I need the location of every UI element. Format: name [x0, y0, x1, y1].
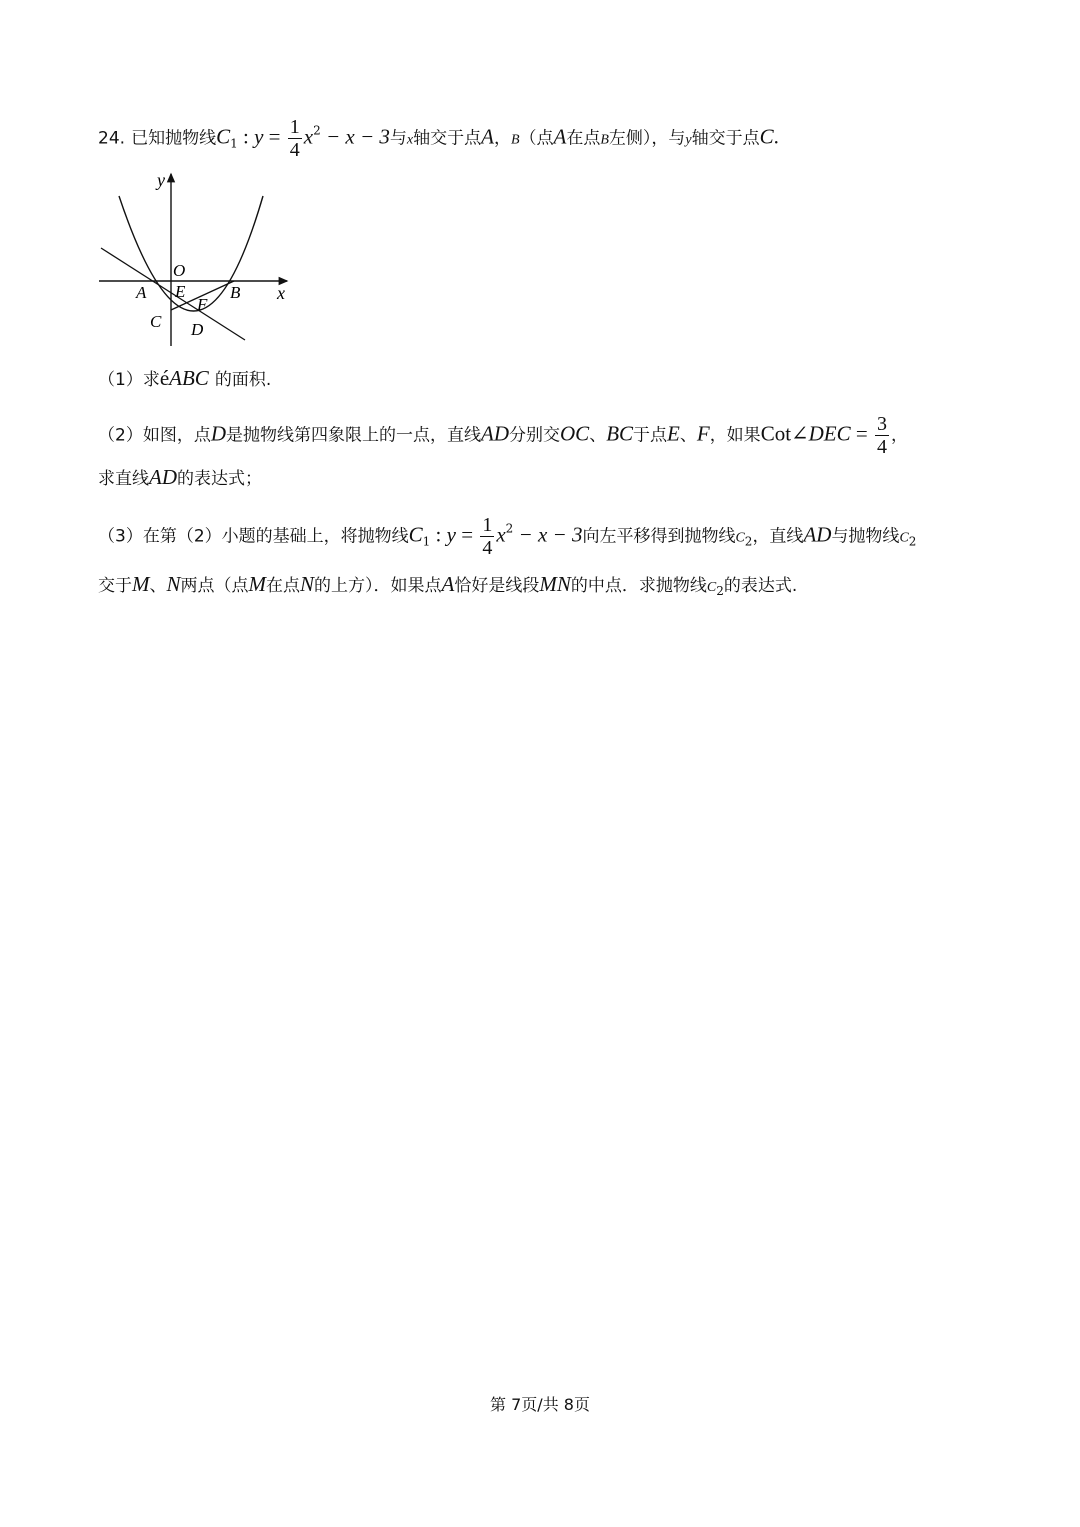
- fraction-numerator: 1: [289, 116, 300, 138]
- text: （点: [519, 128, 554, 149]
- text: 、: [679, 425, 697, 446]
- problem-number: 24.: [98, 128, 126, 149]
- point-b: B: [600, 132, 609, 148]
- math-bc: BC: [606, 421, 634, 446]
- label-e: E: [175, 282, 186, 301]
- math-equals: =: [455, 522, 479, 547]
- subscript: 1: [422, 534, 431, 549]
- text: 在点: [566, 128, 601, 149]
- math-ad: AD: [149, 465, 177, 489]
- text: （1）求: [98, 370, 160, 390]
- part-2-line-1: [98, 413, 908, 458]
- math-mn: MN: [539, 572, 571, 596]
- text: 左侧），与: [608, 128, 686, 149]
- label-y: y: [157, 170, 165, 190]
- math-x: x: [303, 124, 314, 149]
- text: ，: [890, 425, 908, 446]
- math-c1: C: [408, 522, 423, 547]
- point-m: M: [132, 572, 150, 596]
- exponent: 2: [505, 521, 514, 536]
- math-dec: DEC: [808, 421, 851, 446]
- text: 的中点．求抛物线: [570, 576, 707, 596]
- label-b: B: [230, 283, 241, 302]
- point-n: N: [300, 572, 315, 596]
- part-3-line-2: [98, 570, 797, 605]
- text: 的表达式.: [723, 576, 798, 596]
- text: 向左平移得到抛物线: [582, 526, 736, 547]
- label-x: x: [277, 283, 285, 303]
- point-f: F: [696, 421, 710, 446]
- text: 交于: [98, 576, 132, 596]
- text: 的表达式；: [177, 469, 262, 489]
- text: 于点: [633, 425, 668, 446]
- label-c: C: [150, 312, 162, 331]
- point-a: A: [481, 124, 494, 149]
- math-ad: AD: [481, 421, 509, 446]
- point-a: A: [553, 124, 567, 149]
- text: 在点: [266, 576, 301, 596]
- point-m: M: [248, 572, 267, 596]
- subscript: 1: [230, 136, 238, 151]
- fraction-denominator: 4: [289, 139, 300, 161]
- point-c: C: [759, 124, 774, 149]
- text: 的面积.: [214, 370, 272, 390]
- text: 与抛物线: [831, 526, 900, 547]
- triangle-symbol: é: [159, 366, 170, 390]
- point-b: B: [510, 132, 520, 148]
- text: 的上方）．如果点: [314, 576, 442, 596]
- text: （3）在第（2）小题的基础上，将抛物线: [98, 526, 409, 547]
- math-cot: Cot∠: [760, 421, 809, 446]
- math-x: x: [496, 522, 506, 547]
- fraction: [288, 116, 302, 161]
- fraction-numerator: 3: [876, 413, 887, 435]
- text: ，: [493, 128, 511, 149]
- fraction: [480, 514, 494, 559]
- math-abc: ABC: [169, 366, 209, 390]
- math-c2: C: [735, 530, 745, 546]
- fraction-denominator: 4: [482, 537, 493, 559]
- label-a: A: [136, 283, 147, 302]
- math-colon: :: [430, 522, 447, 547]
- text: 、: [149, 576, 167, 596]
- math-ad: AD: [803, 522, 832, 547]
- label-f: F: [197, 295, 208, 314]
- text: ，如果: [709, 425, 761, 446]
- text: 分别交: [509, 425, 560, 446]
- point-n: N: [166, 572, 181, 596]
- math-c1: C: [216, 124, 231, 149]
- part-3-line-1: [98, 514, 916, 559]
- text: 已知抛物线: [131, 128, 217, 149]
- math-equals: =: [263, 124, 286, 149]
- point-d: D: [210, 421, 226, 446]
- text: 轴交于点: [691, 128, 760, 149]
- fraction-numerator: 1: [482, 514, 493, 536]
- problem-statement: [98, 116, 779, 161]
- label-o: O: [173, 261, 186, 280]
- part-2-line-2: [98, 463, 262, 493]
- fraction-denominator: 4: [876, 436, 887, 458]
- text: 、: [589, 425, 607, 446]
- period: .: [773, 124, 779, 149]
- math-rest: − x − 3: [320, 124, 390, 149]
- math-c2: C: [899, 530, 909, 546]
- part-1: [98, 364, 271, 394]
- text: （2）如图，点: [98, 425, 211, 446]
- text: 与: [389, 128, 407, 149]
- text: 恰好是线段: [454, 576, 540, 596]
- subscript: 2: [908, 534, 917, 549]
- text: ，直线: [752, 526, 804, 547]
- label-d: D: [191, 320, 204, 339]
- parabola-figure: [95, 168, 295, 346]
- text: 是抛物线第四象限上的一点，直线: [226, 425, 481, 446]
- point-a: A: [441, 572, 455, 596]
- point-e: E: [667, 421, 680, 446]
- math-y: y: [254, 124, 264, 149]
- math-y: y: [446, 522, 456, 547]
- fraction: [875, 413, 889, 458]
- math-c2: C: [706, 580, 717, 595]
- math-x-axis: x: [406, 132, 414, 148]
- exponent: 2: [313, 123, 321, 138]
- math-colon: :: [237, 124, 255, 149]
- text: 求直线: [98, 469, 149, 489]
- subscript: 2: [744, 534, 753, 549]
- text: 两点（点: [180, 576, 249, 596]
- math-equals: =: [850, 421, 873, 446]
- text: 轴交于点: [413, 128, 482, 149]
- math-y-axis: y: [685, 132, 692, 148]
- subscript: 2: [716, 584, 724, 598]
- page-footer: 第 7页/共 8页: [490, 1395, 590, 1414]
- math-oc: OC: [560, 421, 590, 446]
- math-rest: − x − 3: [513, 522, 583, 547]
